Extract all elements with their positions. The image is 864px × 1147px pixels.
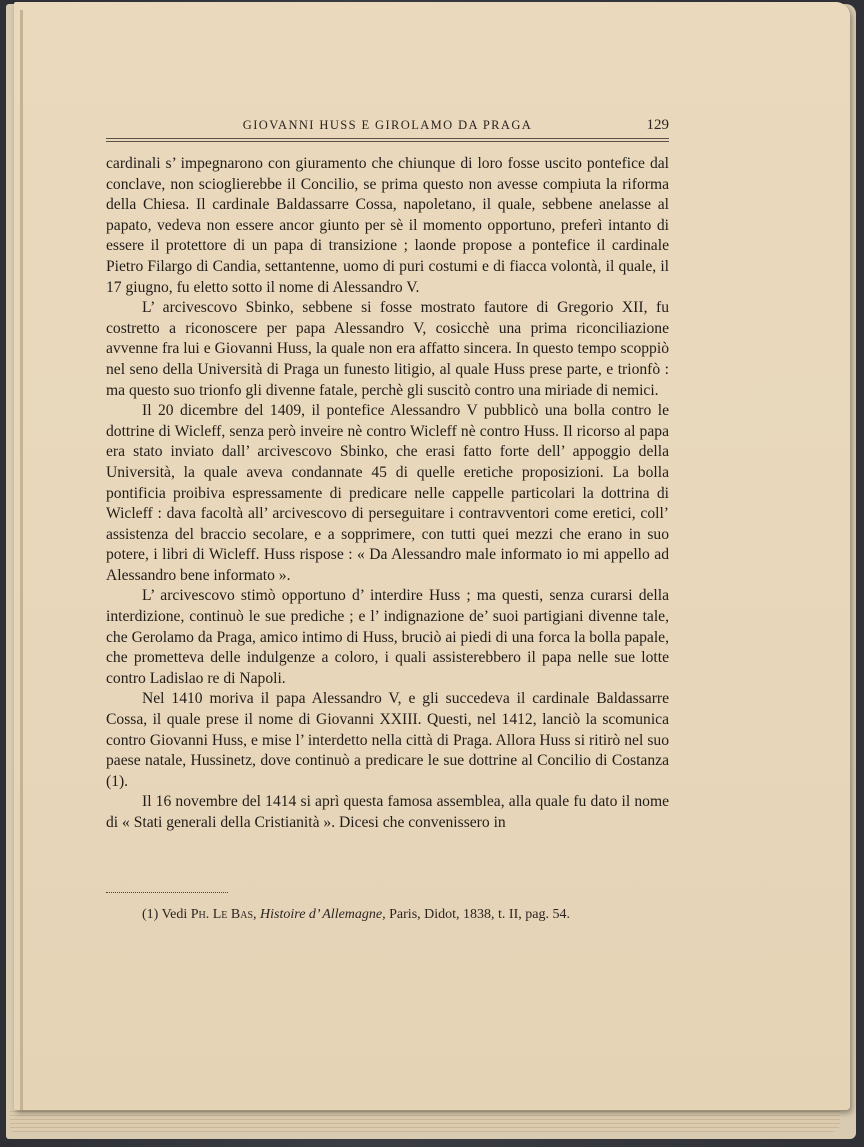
footnote-title: Histoire d’ Allemagne, (260, 907, 386, 922)
page-edges (10, 1108, 840, 1132)
paragraph: Il 16 novembre del 1414 si aprì questa famosa assemblea, alla quale fu dato il nome di « Stati generali della Cristianità ». Dicesi che convenissero in (106, 793, 669, 831)
paragraph: Il 20 dicembre del 1409, il pontefice Alessandro V pubblicò una bolla contro le dottrine di Wicleff, senza però inveire nè contro Wicleff nè contro Huss. Il ricorso al papa era stato inviato dall’ arcivescovo Sbinko, che erasi fatto forte dell’ appoggio della Università, la quale aveva condannate 45 di quelle eretiche proposizioni. La bolla pontificia proibiva espressamente di predicare nelle cappelle particolari la dottrina di Wicleff : dava facoltà all’ arcivescovo di perseguitare i contravventori come eretici, coll’ assistenza del braccio secolare, e a sopprimere, con tutti quei mezzi che erano in suo potere, i libri di Wicleff. Huss rispose : « Da Alessandro male informato io mi appello ad Alessandro bene informato ». (106, 402, 669, 584)
header-double-rule (106, 138, 669, 142)
running-header (106, 118, 669, 134)
footnote (106, 906, 669, 924)
paragraph: L’ arcivescovo stimò opportuno d’ interdire Huss ; ma questi, senza curarsi della interdizione, continuò le sue prediche ; e l’ indignazione de’ suoi partigiani divenne tale, che Gerolamo da Praga, amico intimo di Huss, bruciò ai piedi di una forca la bolla papale, che prometteva delle indulgenze a coloro, i quali assisterebbero il papa nelle sue lotte contro Ladislao re di Napoli. (106, 587, 669, 687)
running-title: GIOVANNI HUSS E GIROLAMO DA PRAGA (242, 118, 533, 132)
paragraph-continuation: cardinali s’ impegnarono con giuramento che chiunque di loro fosse uscito pontefice dal conclave, non scioglierebbe il Concilio, se prima questo non avesse compiuta la riforma della Chiesa. Il cardinale Baldassarre Cossa, napoletano, il quale, sebbene anelasse al papato, vedeva non essere ancor giunto per sè il momento opportuno, preferì intanto di essere il protettore di un papa di transizione ; laonde propose a pontefice il cardinale Pietro Filargo di Candia, settantenne, uomo di puri costumi e di fiacca volontà, il quale, il 17 giugno, fu eletto sotto il nome di Alessandro V. (106, 155, 669, 296)
footnote-rule (106, 892, 228, 893)
paragraph: Nel 1410 moriva il papa Alessandro V, e gli succedeva il cardinale Baldassarre Cossa, il quale prese il nome di Giovanni XXIII. Questi, nel 1412, lanciò la scomunica contro Giovanni Huss, e mise l’ interdetto nella città di Praga. Allora Huss si ritirò nel suo paese natale, Hussinetz, dove continuò a predicare le sue dottrine al Concilio di Costanza (1). (106, 690, 669, 790)
paragraph: L’ arcivescovo Sbinko, sebbene si fosse mostrato fautore di Gregorio XII, fu costretto a riconoscere per papa Alessandro V, cosicchè una prima riconciliazione avvenne fra lui e Giovanni Huss, la quale non era affatto sincera. In questo tempo scoppiò nel seno della Università di Praga un funesto litigio, al quale Huss prese parte, e trionfò : ma questo suo trionfo gli divenne fatale, perchè gli suscitò contro una miriade di nemici. (106, 299, 669, 399)
footnote-author: Ph. Le Bas, (190, 907, 257, 922)
page-number: 129 (646, 117, 669, 133)
body-text (106, 154, 669, 834)
footnote-marker: (1) Vedi (142, 907, 188, 922)
footnote-citation: Paris, Didot, 1838, t. II, pag. 54. (389, 907, 570, 922)
spine-shadow (20, 10, 23, 1110)
